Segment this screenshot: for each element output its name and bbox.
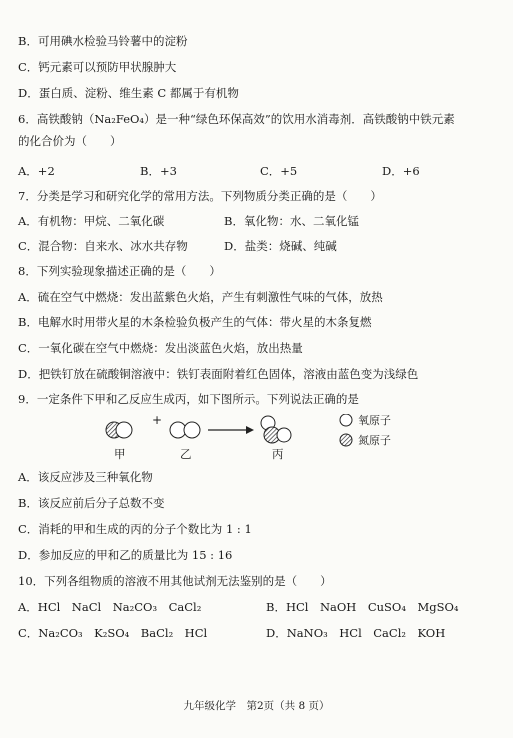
q6-stem: 6．高铁酸钠（Na₂FeO₄）是一种“绿色环保高效”的饮用水消毒剂．高铁酸钠中铁元素 [18,112,455,126]
q10-option-b: B．HCl NaOH CuSO₄ MgSO₄ [266,600,459,614]
q10-option-a: A．HCl NaCl Na₂CO₃ CaCl₂ [18,600,202,614]
q9-option-a: A．该反应涉及三种氧化物 [18,470,153,484]
q9-option-d: D．参加反应的甲和乙的质量比为 15 : 16 [18,548,233,562]
q5-option-b: B．可用碘水检验马铃薯中的淀粉 [18,34,188,48]
arrow-head [246,426,254,434]
q8-option-c: C．一氧化碳在空气中燃烧：发出淡蓝色火焰，放出热量 [18,341,303,355]
q7-option-a: A．有机物：甲烷、二氧化碳 [18,214,165,228]
q8-option-b: B．电解水时用带火星的木条检验负极产生的气体：带火星的木条复燃 [18,315,372,329]
label-jia: 甲 [114,447,126,461]
q10-option-d: D．NaNO₃ HCl CaCl₂ KOH [266,626,446,640]
oxygen-atom [116,422,132,438]
q9-option-c: C．消耗的甲和生成的丙的分子个数比为 1 : 1 [18,522,252,536]
q6-option-b: B．+3 [140,164,177,178]
q8-option-d: D．把铁钉放在硫酸铜溶液中：铁钉表面附着红色固体，溶液由蓝色变为浅绿色 [18,367,419,381]
q8-option-a: A．硫在空气中燃烧：发出蓝紫色火焰，产生有刺激性气味的气体，放热 [18,290,383,304]
oxygen-atom [184,422,200,438]
q6-option-c: C．+5 [260,164,298,178]
q5-option-d: D．蛋白质、淀粉、维生素 C 都属于有机物 [18,86,239,100]
q10-option-c: C．Na₂CO₃ K₂SO₄ BaCl₂ HCl [18,626,208,640]
plus-sign: + [152,413,163,427]
q6-option-d: D．+6 [382,164,420,178]
legend-oxygen-label: 氧原子 [358,414,391,427]
label-yi: 乙 [180,447,192,461]
legend-oxygen-symbol [340,414,352,426]
oxygen-atom [277,428,291,442]
q7-stem: 7．分类是学习和研究化学的常用方法。下列物质分类正确的是（ ） [18,189,382,203]
q10-stem: 10．下列各组物质的溶液不用其他试剂无法鉴别的是（ ） [18,574,332,588]
q6-option-a: A．+2 [18,164,55,178]
page-footer: 九年级化学 第2页（共 8 页） [183,700,330,712]
q7-option-b: B．氧化物：水、二氧化锰 [224,214,359,228]
q7-option-c: C．混合物：自来水、冰水共存物 [18,239,188,253]
q8-stem: 8．下列实验现象描述正确的是（ ） [18,264,221,278]
legend-nitrogen-label: 氮原子 [358,434,391,447]
reaction-diagram [100,414,460,474]
q6-stem-cont: 的化合价为（ ） [18,134,122,148]
q9-option-b: B．该反应前后分子总数不变 [18,496,165,510]
legend-nitrogen-symbol [340,434,352,446]
label-bing: 丙 [272,447,284,461]
q9-stem: 9．一定条件下甲和乙反应生成丙，如下图所示。下列说法正确的是 [18,392,359,406]
q6-options [18,164,499,179]
q7-option-d: D．盐类：烧碱、纯碱 [224,239,337,253]
q5-option-c: C．钙元素可以预防甲状腺肿大 [18,60,177,74]
